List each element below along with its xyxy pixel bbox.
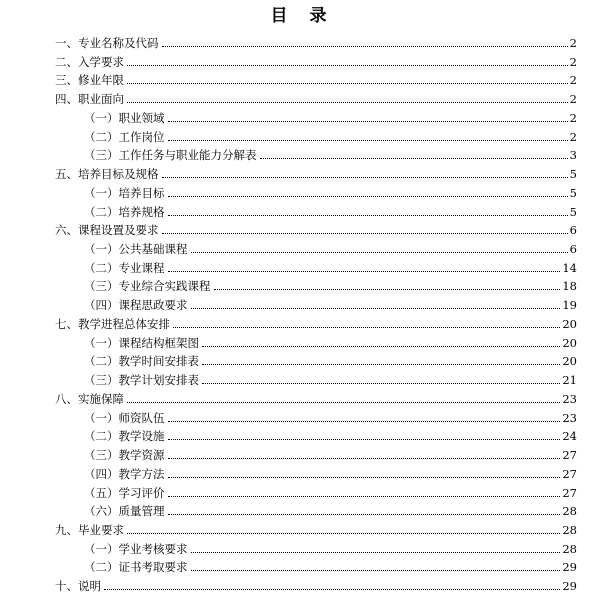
toc-entry-label: （一）公共基础课程 [84,242,188,257]
toc-entry-label: （一）培养目标 [84,185,165,200]
toc-dot-leader [173,326,560,328]
toc-dot-leader [168,270,561,272]
toc-page-number: 2 [569,129,577,144]
toc-page-number: 20 [562,335,577,350]
toc-entry[interactable] [55,577,577,593]
toc-dot-leader [191,551,561,553]
toc-entry-label: （一）学业考核要求 [84,541,188,556]
toc-page-number: 6 [569,242,577,257]
toc-entry-label: （三）专业综合实践课程 [84,279,211,294]
toc-entry[interactable] [55,90,577,106]
toc-page-number: 27 [562,485,577,500]
toc-entry[interactable] [55,315,577,331]
toc-entry[interactable] [55,53,577,69]
toc-entry[interactable] [84,540,577,556]
toc-page-number: 2 [569,36,577,50]
toc-dot-leader [168,513,561,515]
toc-entry-label: 二、入学要求 [55,54,124,69]
toc-dot-leader [168,476,561,478]
toc-entry-label: （二）专业课程 [84,260,165,275]
toc-page-number: 27 [562,466,577,481]
toc-entry[interactable] [84,446,577,462]
toc-dot-leader [168,120,568,122]
toc-entry[interactable] [84,109,577,125]
toc-page-number: 14 [562,260,577,275]
toc-dot-leader [127,101,568,103]
toc-page-number: 6 [569,223,577,238]
toc-page-number: 28 [562,504,577,519]
toc-entry[interactable] [84,427,577,443]
toc-entry-label: 四、职业面向 [55,92,124,107]
toc-entry-label: （三）教学计划安排表 [84,373,199,388]
toc-entry-label: （四）课程思政要求 [84,298,188,313]
toc-page-number: 27 [562,448,577,463]
toc-page-number: 28 [562,541,577,556]
toc-dot-leader [127,64,568,66]
toc-entry-label: （一）职业领域 [84,110,165,125]
toc-entry[interactable] [55,34,577,50]
toc-entry[interactable] [84,184,577,200]
toc-dot-leader [260,157,568,159]
toc-page-number: 29 [562,560,577,575]
toc-dot-leader [168,438,561,440]
toc-entry-label: 八、实施保障 [55,391,124,406]
toc-entry-label: （二）培养规格 [84,204,165,219]
toc-entry[interactable] [84,128,577,144]
toc-page-number: 2 [569,110,577,125]
toc-entry-label: （一）师资队伍 [84,410,165,425]
page-title: 目 录 [270,6,335,26]
toc-entry-label: （四）教学方法 [84,466,165,481]
toc-dot-leader [214,288,561,290]
toc-entry[interactable] [55,71,577,87]
toc-dot-leader [104,588,560,590]
toc-page-number: 20 [562,354,577,369]
toc-page-number: 5 [569,167,577,182]
toc-entry-label: （三）工作任务与职业能力分解表 [84,148,257,163]
toc-entry-label: 六、课程设置及要求 [55,223,159,238]
toc-entry[interactable] [84,484,577,500]
toc-entry-label: （五）学习评价 [84,485,165,500]
toc-dot-leader [168,457,561,459]
toc-entry[interactable] [84,334,577,350]
toc-entry[interactable] [84,277,577,293]
toc-entry[interactable] [55,521,577,537]
toc-dot-leader [162,232,568,234]
toc-entry[interactable] [84,371,577,387]
toc-entry-label: 三、修业年限 [55,73,124,88]
toc-entry[interactable] [55,221,577,237]
toc-entry-label: （二）教学设施 [84,429,165,444]
toc-dot-leader [162,176,568,178]
toc-dot-leader [168,495,561,497]
toc-entry-label: 九、毕业要求 [55,522,124,537]
toc-entry-label: 五、培养目标及规格 [55,167,159,182]
toc-entry[interactable] [84,352,577,368]
toc-dot-leader [202,363,560,365]
toc-dot-leader [168,195,568,197]
toc-page-number: 2 [569,73,577,88]
toc-dot-leader [168,214,568,216]
toc-dot-leader [191,251,568,253]
toc-page-number: 2 [569,92,577,107]
toc-page-number: 23 [562,410,577,425]
toc-entry[interactable] [55,390,577,406]
toc-dot-leader [191,569,561,571]
toc-entry[interactable] [84,558,577,574]
toc-dot-leader [127,82,568,84]
toc-entry-label: 一、专业名称及代码 [55,36,159,50]
toc-page-number: 3 [569,148,577,163]
toc-entry-label: （二）教学时间安排表 [84,354,199,369]
toc-dot-leader [202,382,560,384]
toc-dot-leader [162,45,568,47]
toc-entry-label: （三）教学资源 [84,448,165,463]
toc-page-number: 29 [562,579,577,594]
toc-entry-label: （一）课程结构框架图 [84,335,199,350]
toc-page-number: 5 [569,185,577,200]
toc-entry[interactable] [84,146,577,162]
toc-page-number: 24 [562,429,577,444]
toc-entry[interactable] [55,165,577,181]
toc-entry-label: 七、教学进程总体安排 [55,316,170,331]
toc-entry[interactable] [84,240,577,256]
toc-page-number: 20 [562,316,577,331]
toc-page-number: 23 [562,391,577,406]
toc-entry-label: （六）质量管理 [84,504,165,519]
toc-entry[interactable] [84,409,577,425]
toc-entry[interactable] [84,259,577,275]
toc-dot-leader [127,532,560,534]
toc-dot-leader [127,401,560,403]
toc-entry-label: 十、说明 [55,579,101,594]
toc-dot-leader [191,307,561,309]
toc-page-number: 19 [562,298,577,313]
toc-page-number: 28 [562,522,577,537]
toc-dot-leader [168,139,568,141]
toc-entry[interactable] [84,203,577,219]
toc-dot-leader [168,420,561,422]
toc-page-number: 5 [569,204,577,219]
toc-entry-label: （二）工作岗位 [84,129,165,144]
toc-entry[interactable] [84,465,577,481]
toc-dot-leader [202,345,560,347]
toc-entry[interactable] [84,502,577,518]
toc-page-number: 21 [562,373,577,388]
toc-entry-label: （二）证书考取要求 [84,560,188,575]
toc-entry[interactable] [84,296,577,312]
toc-page-number: 18 [562,279,577,294]
toc-page-number: 2 [569,54,577,69]
